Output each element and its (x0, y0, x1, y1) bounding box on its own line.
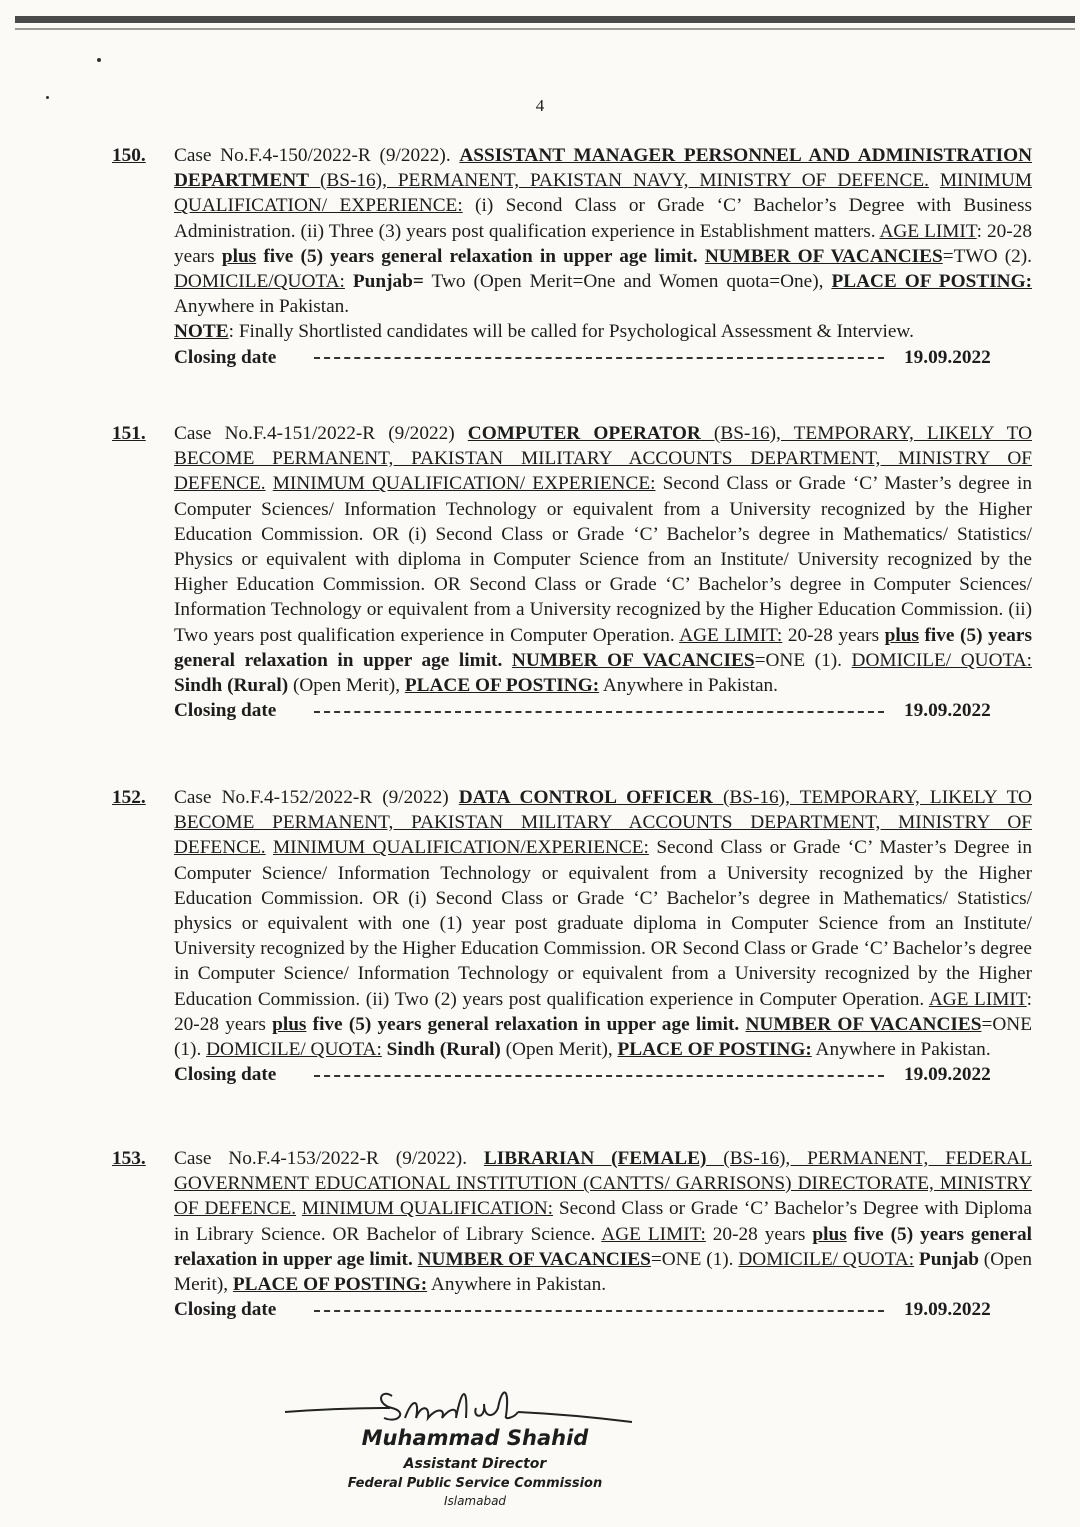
age-limit-text: : 20-28 years (174, 988, 1032, 1035)
closing-row (174, 698, 1032, 723)
relaxation-text: five (5) years general relaxation in upper age limit. (256, 245, 698, 267)
min-qualification-text: Second Class or Grade ‘C’ Master’s Degree in Computer Science/ Information Technology or equivalent from a University recognized by the Higher Education Commission. OR (i) Second Class or Grade ‘C’ Bachelor’s degree in Mathematics/ Statistics/ physics or equivalent with one (1) year post graduate diploma in Computer Science from an Institute/ University recognized by the Higher Education Commission. OR Second Class or Grade ‘C’ Bachelor’s degree in Computer Science/ Information Technology or equivalent from a University recognized by the Higher Education Commission. (ii) Two (2) years post qualification experience in Computer Operation. (174, 837, 1032, 1010)
entry-153 (112, 1146, 1032, 1322)
signer-city: Islamabad (443, 1494, 507, 1508)
post-details: (BS-16), PERMANENT, PAKISTAN NAVY, MINISTRY OF DEFENCE. (309, 170, 929, 192)
domicile-region: Punjab= (344, 271, 424, 293)
min-qualification-label: MINIMUM QUALIFICATION/ EXPERIENCE: (174, 170, 1032, 217)
entry-151 (112, 421, 1032, 723)
domicile-label: DOMICILE/ QUOTA: (206, 1039, 382, 1061)
plus-word: plus (221, 245, 257, 267)
domicile-text: (Open Merit), (500, 1039, 618, 1061)
domicile-region: Punjab (914, 1248, 979, 1270)
scan-speck (97, 58, 101, 62)
age-limit-label: AGE LIMIT (928, 988, 1027, 1010)
age-limit-text: 20-28 years (782, 624, 885, 646)
domicile-label: DOMICILE/QUOTA: (174, 271, 345, 293)
domicile-label: DOMICILE/ QUOTA: (851, 649, 1033, 671)
entry-number: 150. (112, 145, 146, 166)
plus-word: plus (272, 1013, 307, 1035)
vacancies-text: =ONE (1). (650, 1248, 739, 1270)
dashed-leader (314, 357, 884, 359)
posting-label: PLACE OF POSTING: (831, 271, 1032, 293)
closing-date-value: 19.09.2022 (904, 1299, 991, 1321)
vacancies-label: NUMBER OF VACANCIES (704, 245, 943, 267)
age-limit-label: AGE LIMIT (879, 220, 977, 242)
dashed-leader (314, 1310, 884, 1312)
plus-word: plus (812, 1223, 847, 1245)
entry-number: 151. (112, 423, 146, 444)
relaxation-text: five (5) years general relaxation in upper age limit. (306, 1013, 740, 1035)
case-number: Case No.F.4-151/2022-R (9/2022) (174, 423, 468, 444)
posting-text: Anywhere in Pakistan. (427, 1274, 607, 1296)
post-details: (BS-16), PERMANENT, FEDERAL GOVERNMENT EDUCATIONAL INSTITUTION (CANTTS/ GARRISONS) DIRECTORATE, MINISTRY OF DEFENCE. (174, 1148, 1032, 1220)
entry-152 (112, 785, 1032, 1087)
top-border-thin (15, 28, 1075, 30)
post-title: COMPUTER OPERATOR (467, 423, 701, 444)
posting-label: PLACE OF POSTING: (404, 675, 600, 697)
domicile-label: DOMICILE/ QUOTA: (738, 1248, 915, 1270)
closing-date-label: Closing date (174, 1299, 277, 1321)
closing-date-label: Closing date (174, 346, 277, 368)
note-text: : Finally Shortlisted candidates will be called for Psychological Assessment & Interview. (228, 321, 914, 343)
entry-number: 152. (112, 787, 146, 808)
entry-number: 153. (112, 1148, 146, 1169)
case-number: Case No.F.4-150/2022-R (9/2022). (174, 145, 460, 166)
posting-text: Anywhere in Pakistan. (599, 675, 778, 697)
domicile-region: Sindh (Rural) (381, 1039, 501, 1061)
closing-row (174, 345, 1032, 370)
closing-date-value: 19.09.2022 (904, 700, 991, 722)
signer-name: Muhammad Shahid (361, 1426, 589, 1450)
post-details: (BS-16), TEMPORARY, LIKELY TO BECOME PERMANENT, PAKISTAN MILITARY ACCOUNTS DEPARTMENT, MINISTRY OF DEFENCE. (174, 787, 1032, 859)
entry-body (174, 785, 1032, 1087)
vacancies-label: NUMBER OF VACANCIES (511, 649, 755, 671)
domicile-text: Two (Open Merit=One and Women quota=One), (423, 271, 832, 293)
min-qualification-label: MINIMUM QUALIFICATION/EXPERIENCE: (273, 837, 649, 859)
min-qualification-text: Second Class or Grade ‘C’ Bachelor’s Degree with Diploma in Library Science. OR Bachelor of Library Science. (174, 1198, 1032, 1245)
vacancies-text: =TWO (2). (942, 245, 1032, 267)
relaxation-text: five (5) years general relaxation in upper age limit. (174, 1223, 1032, 1270)
dashed-leader (314, 711, 884, 713)
age-limit-text: : 20-28 years (174, 220, 1032, 267)
page-number: 4 (535, 96, 545, 115)
case-number: Case No.F.4-153/2022-R (9/2022). (174, 1148, 484, 1169)
note-label: NOTE (174, 321, 229, 343)
note-line (174, 319, 1032, 344)
dashed-leader (314, 1075, 884, 1077)
domicile-region: Sindh (Rural) (174, 675, 289, 697)
closing-row (174, 1062, 1032, 1087)
top-border (15, 16, 1075, 23)
entry-body (174, 421, 1032, 723)
closing-date-label: Closing date (174, 1064, 277, 1086)
entry-paragraph (174, 785, 1032, 1062)
closing-date-value: 19.09.2022 (904, 1064, 991, 1086)
posting-label: PLACE OF POSTING: (617, 1039, 812, 1061)
post-title: ASSISTANT MANAGER PERSONNEL AND ADMINISTRATION DEPARTMENT (174, 145, 1033, 192)
posting-text: Anywhere in Pakistan. (174, 296, 350, 318)
signer-title: Assistant Director (403, 1456, 547, 1472)
domicile-text: (Open Merit), (174, 1248, 1032, 1296)
vacancies-label: NUMBER OF VACANCIES (417, 1248, 651, 1270)
vacancies-text: =ONE (1). (754, 649, 852, 671)
post-details: (BS-16), TEMPORARY, LIKELY TO BECOME PERMANENT, PAKISTAN MILITARY ACCOUNTS DEPARTMENT, MINISTRY OF DEFENCE. (174, 423, 1032, 495)
domicile-text: (Open Merit), (288, 675, 405, 697)
signer-organization: Federal Public Service Commission (347, 1476, 603, 1491)
min-qualification-text: Second Class or Grade ‘C’ Master’s degree in Computer Sciences/ Information Technology or equivalent from a University recognized by the Higher Education Commission. OR (i) Second Class or Grade ‘C’ Bachelor’s degree in Mathematics/ Statistics/ Physics or equivalent with diploma in Computer Science from an Institute/ University recognized by the Higher Education Commission. OR Second Class or Grade ‘C’ Bachelor’s degree in Computer Sciences/ Information Technology or equivalent from a University recognized by the Higher Education Commission. (ii) Two years post qualification experience in Computer Operation. (174, 473, 1032, 646)
relaxation-text: five (5) years general relaxation in upper age limit. (174, 624, 1032, 671)
min-qualification-label: MINIMUM QUALIFICATION/ EXPERIENCE: (272, 473, 656, 495)
entry-paragraph (174, 1146, 1032, 1297)
min-qualification-label: MINIMUM QUALIFICATION: (301, 1198, 554, 1220)
age-limit-label: AGE LIMIT: (679, 624, 783, 646)
vacancies-text: =ONE (1). (174, 1013, 1032, 1061)
closing-date-value: 19.09.2022 (904, 346, 991, 368)
closing-row (174, 1297, 1032, 1322)
plus-word: plus (884, 624, 919, 646)
entry-paragraph (174, 143, 1032, 319)
post-title: LIBRARIAN (FEMALE) (483, 1148, 707, 1169)
closing-date-label: Closing date (174, 700, 277, 722)
age-limit-text: 20-28 years (705, 1223, 813, 1245)
entry-body (174, 1146, 1032, 1322)
age-limit-label: AGE LIMIT: (601, 1223, 706, 1245)
posting-label: PLACE OF POSTING: (232, 1274, 428, 1296)
entry-paragraph (174, 421, 1032, 698)
vacancies-label: NUMBER OF VACANCIES (745, 1013, 982, 1035)
entry-150 (112, 143, 1032, 370)
entry-body (174, 143, 1032, 370)
min-qualification-text: (i) Second Class or Grade ‘C’ Bachelor’s Degree with Business Administration. (ii) Three (3) years post qualification experience in Establishment matters. (174, 195, 1032, 242)
posting-text: Anywhere in Pakistan. (811, 1039, 991, 1061)
case-number: Case No.F.4-152/2022-R (9/2022) (174, 787, 459, 808)
post-title: DATA CONTROL OFFICER (458, 787, 713, 808)
